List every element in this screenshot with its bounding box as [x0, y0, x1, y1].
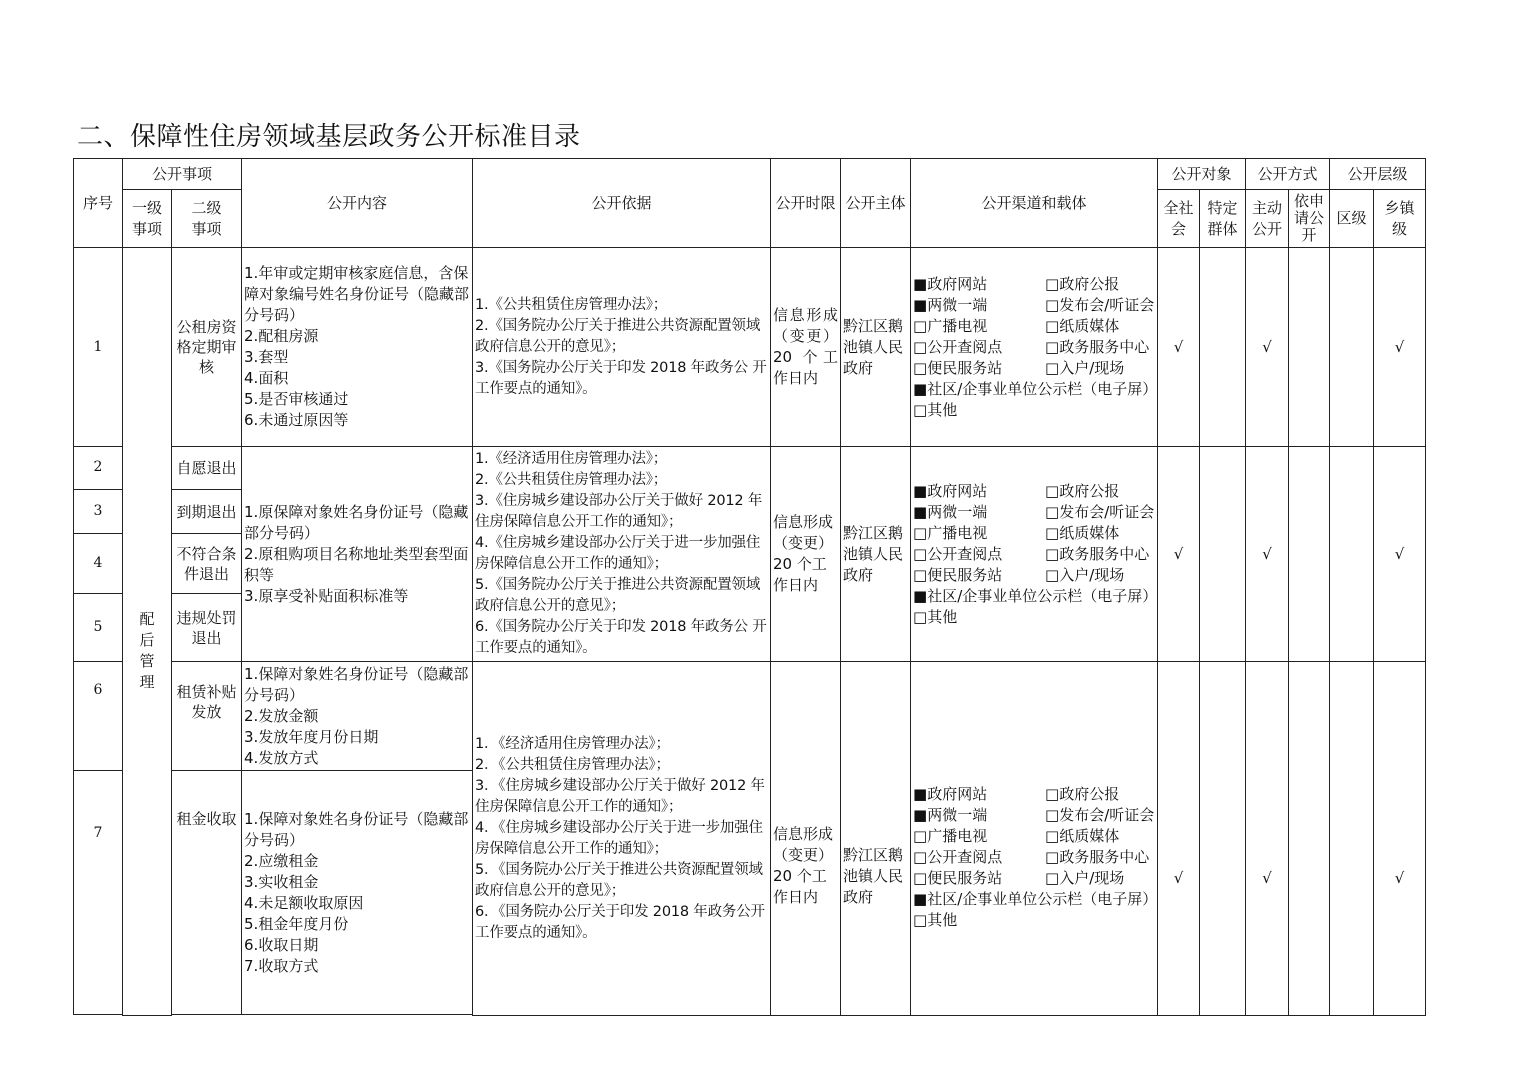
channel-option: □纸质媒体 [1045, 523, 1120, 542]
channel-option: □其他 [913, 910, 958, 929]
row-seq: 6 [74, 662, 123, 770]
table-row [74, 248, 1426, 447]
header-channel: 公开渠道和载体 [911, 159, 1158, 248]
channel-option: □其他 [913, 400, 958, 419]
channel-option: □广播电视 [913, 316, 988, 335]
channel-option: ■社区/企事业单位公示栏（电子屏） [913, 889, 1158, 908]
channel-option: □公开查阅点 [913, 337, 1003, 356]
time-cell: 信息形成（变更）20 个工 作日内 [771, 446, 841, 662]
channel-option: ■政府网站 [913, 784, 988, 803]
level2-item: 租赁补贴 发放 [172, 662, 242, 770]
header-seq: 序号 [74, 159, 123, 248]
header-method: 公开方式 [1246, 159, 1330, 190]
basis-cell: 1.《经济适用住房管理办法》； 2.《公共租赁住房管理办法》； 3.《住房城乡建设部办公厅关于做好 2012 年住房保障信息公开工作的通知》； 4.《住房城乡建设部办公厅关于进一步加强住房保障信息公开工作的通知》； 5.《国务院办公厅关于推进公共资源配置领域政府信息公开的意见》； 6.《国务院办公厅关于印发 2018 年政务公 开工作要点的通知》。 [473, 446, 771, 662]
channel-option: ■社区/企事业单位公示栏（电子屏） [913, 586, 1158, 605]
channel-option: □发布会/听证会 [1045, 502, 1155, 521]
row-seq: 2 [74, 446, 123, 489]
channel-option: □广播电视 [913, 826, 988, 845]
time-cell: 信息形成（变更）20 个工作日内 [771, 662, 841, 1016]
header-level-town: 乡镇 级 [1374, 190, 1426, 248]
table-row [74, 446, 1426, 489]
check-mark: √ [1246, 662, 1289, 1016]
row-seq: 1 [74, 248, 123, 447]
header-basis: 公开依据 [473, 159, 771, 248]
level2-item: 租金收取 [172, 770, 242, 1015]
channel-option: □入户/现场 [1045, 565, 1125, 584]
check-mark: √ [1246, 248, 1289, 447]
level2-item: 到期退出 [172, 489, 242, 533]
check-mark: √ [1158, 662, 1200, 1016]
channel-option: □入户/现场 [1045, 358, 1125, 377]
channel-cell [911, 446, 1158, 662]
content-cell: 1.原保障对象姓名身份证号（隐藏部分号码） 2.原租购项目名称地址类型套型面积等 3.原享受补贴面积标准等 [242, 446, 473, 662]
check-mark: √ [1158, 446, 1200, 662]
row-seq: 5 [74, 594, 123, 662]
header-level1: 一级 事项 [123, 190, 172, 248]
subject-cell: 黔江区鹅池镇人民政府 [841, 662, 911, 1016]
time-cell: 信息形成（变更）20 个工 作日内 [771, 248, 841, 447]
level2-item: 公租房资 格定期审 核 [172, 248, 242, 447]
channel-option: □政务服务中心 [1045, 544, 1150, 563]
header-audience: 公开对象 [1158, 159, 1246, 190]
header-matter: 公开事项 [123, 159, 242, 190]
header-level-district: 区级 [1330, 190, 1374, 248]
channel-option: □公开查阅点 [913, 847, 1003, 866]
channel-option: ■两微一端 [913, 502, 988, 521]
channel-option: ■社区/企事业单位公示栏（电子屏） [913, 379, 1158, 398]
header-level2: 二级 事项 [172, 190, 242, 248]
channel-option: ■两微一端 [913, 805, 988, 824]
check-mark: √ [1374, 248, 1426, 447]
channel-option: □纸质媒体 [1045, 826, 1120, 845]
header-time: 公开时限 [771, 159, 841, 248]
channel-option: □公开查阅点 [913, 544, 1003, 563]
channel-option: ■政府网站 [913, 481, 988, 500]
check-mark: √ [1374, 662, 1426, 1016]
content-cell: 1.保障对象姓名身份证号（隐藏部分号码） 2.应缴租金 3.实收租金 4.未足额收取原因 5.租金年度月份 6.收取日期 7.收取方式 [242, 770, 473, 1015]
channel-option: □其他 [913, 607, 958, 626]
basis-cell: 1.《公共租赁住房管理办法》； 2.《国务院办公厅关于推进公共资源配置领域政府信息公开的意见》； 3.《国务院办公厅关于印发 2018 年政务公 开工作要点的通知》。 [473, 248, 771, 447]
header-method-active: 主动 公开 [1246, 190, 1289, 248]
channel-option: □发布会/听证会 [1045, 295, 1155, 314]
channel-option: □便民服务站 [913, 358, 1003, 377]
channel-option: □便民服务站 [913, 565, 1003, 584]
subject-cell: 黔江区鹅池镇人民政府 [841, 248, 911, 447]
content-cell: 1.保障对象姓名身份证号（隐藏部分号码） 2.发放金额 3.发放年度月份日期 4.发放方式 [242, 662, 473, 770]
channel-option: □广播电视 [913, 523, 988, 542]
row-seq: 4 [74, 534, 123, 594]
channel-option: □政务服务中心 [1045, 337, 1150, 356]
header-subject: 公开主体 [841, 159, 911, 248]
header-content: 公开内容 [242, 159, 473, 248]
channel-option: □政务服务中心 [1045, 847, 1150, 866]
channel-cell [911, 248, 1158, 447]
header-method-apply: 依申 请公 开 [1289, 190, 1330, 248]
catalog-table [73, 158, 1426, 1016]
check-mark: √ [1374, 446, 1426, 662]
row-seq: 3 [74, 489, 123, 533]
channel-option: □便民服务站 [913, 868, 1003, 887]
table-row [74, 662, 1426, 770]
channel-cell [911, 662, 1158, 1016]
header-audience-specific: 特定 群体 [1200, 190, 1246, 248]
channel-option: □政府公报 [1045, 784, 1120, 803]
channel-option: □发布会/听证会 [1045, 805, 1155, 824]
header-audience-all: 全社 会 [1158, 190, 1200, 248]
channel-option: □入户/现场 [1045, 868, 1125, 887]
channel-option: □政府公报 [1045, 481, 1120, 500]
basis-cell: 1．《经济适用住房管理办法》； 2．《公共租赁住房管理办法》； 3．《住房城乡建设部办公厅关于做好 2012 年住房保障信息公开工作的通知》； 4．《住房城乡建设部办公厅关于进一步加强住房保障信息公开工作的通知》； 5．《国务院办公厅关于推进公共资源配置领域政府信息公开的意见》； 6．《国务院办公厅关于印发 2018 年政务公开工作要点的通知》。 [473, 662, 771, 1016]
level2-item: 违规处罚 退出 [172, 594, 242, 662]
check-mark: √ [1246, 446, 1289, 662]
channel-option: □纸质媒体 [1045, 316, 1120, 335]
page-title: 二、保障性住房领域基层政务公开标准目录 [77, 122, 581, 152]
row-seq: 7 [74, 770, 123, 1015]
level1-item: 配 后 管 理 [123, 248, 172, 1016]
channel-option: ■两微一端 [913, 295, 988, 314]
header-level: 公开层级 [1330, 159, 1426, 190]
content-cell: 1.年审或定期审核家庭信息，含保障对象编号姓名身份证号（隐藏部分号码） 2.配租房源 3.套型 4.面积 5.是否审核通过 6.未通过原因等 [242, 248, 473, 447]
level2-item: 自愿退出 [172, 446, 242, 489]
subject-cell: 黔江区鹅池镇人民政府 [841, 446, 911, 662]
level2-item: 不符合条 件退出 [172, 534, 242, 594]
channel-option: □政府公报 [1045, 274, 1120, 293]
channel-option: ■政府网站 [913, 274, 988, 293]
check-mark: √ [1158, 248, 1200, 447]
